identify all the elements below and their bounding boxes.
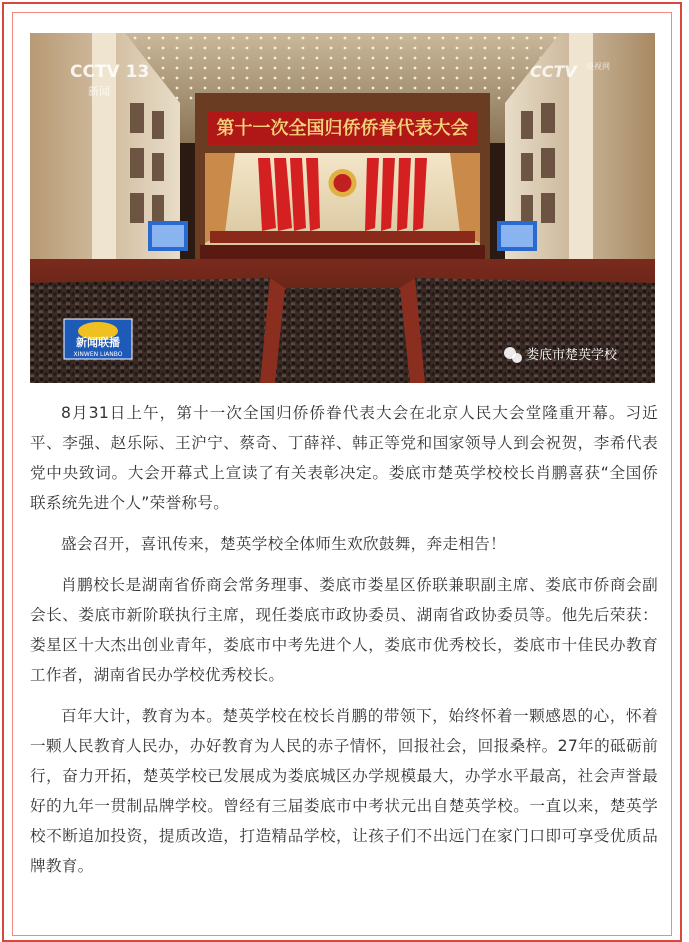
- xinwen-lianbo-logo-en: XINWEN LIANBO: [73, 351, 123, 358]
- article-paragraph-3: 肖鹏校长是湖南省侨商会常务理事、娄底市娄星区侨联兼职副主席、娄底市侨商会副会长、娄底市新阶联执行主席，现任娄底市政协委员、湖南省政协委员等。他先后荣获：娄星区十大杰出创业青年，娄底市中考先进个人，娄底市优秀校长，娄底市十佳民办教育工作者，湖南省民办学校优秀校长。: [30, 576, 658, 684]
- watermark-text: 娄底市楚英学校: [526, 348, 618, 363]
- article-paragraph-4: 百年大计，教育为本。楚英学校在校长肖鹏的带领下，始终怀着一颗感恩的心，怀着一颗人民教育人民办，办好教育为人民的赤子情怀，回报社会，回报桑梓。27年的砥砺前行，奋力开拓，楚英学校已发展成为娄底城区办学规模最大，办学水平最高，社会声誉最好的九年一贯制品牌学校。曾经有三届娄底市中考状元出自楚英学校。一直以来，楚英学校不断追加投资，提质改造，打造精品学校，让孩子们不出远门在家门口即可享受优质品牌教育。: [30, 707, 658, 875]
- article-paragraph-1: 8月31日上午，第十一次全国归侨侨眷代表大会在北京人民大会堂隆重开幕。习近平、李强、赵乐际、王沪宁、蔡奇、丁薛祥、韩正等党和国家领导人到会祝贺，李希代表党中央致词。大会开幕式上宣读了有关表彰决定。娄底市楚英学校校长肖鹏喜获“全国侨联系统先进个人”荣誉称号。: [30, 404, 658, 512]
- article-body: [30, 398, 658, 892]
- cctv13-logo-text: CCTV 13: [70, 62, 150, 82]
- banner-text: 第十一次全国归侨侨眷代表大会: [216, 118, 469, 139]
- xinwen-lianbo-logo: [64, 319, 132, 359]
- cctv-website-logo-sub: 央视网: [586, 62, 610, 71]
- article-paragraph-2: 盛会召开，喜讯传来，楚英学校全体师生欢欣鼓舞，奔走相告！: [61, 535, 507, 553]
- cctv-website-logo-text: CCTV: [530, 62, 577, 81]
- xinwen-lianbo-logo-cn: 新闻联播: [76, 336, 120, 349]
- article-photo: [30, 33, 655, 383]
- cctv13-logo-sub: 新闻: [88, 85, 110, 98]
